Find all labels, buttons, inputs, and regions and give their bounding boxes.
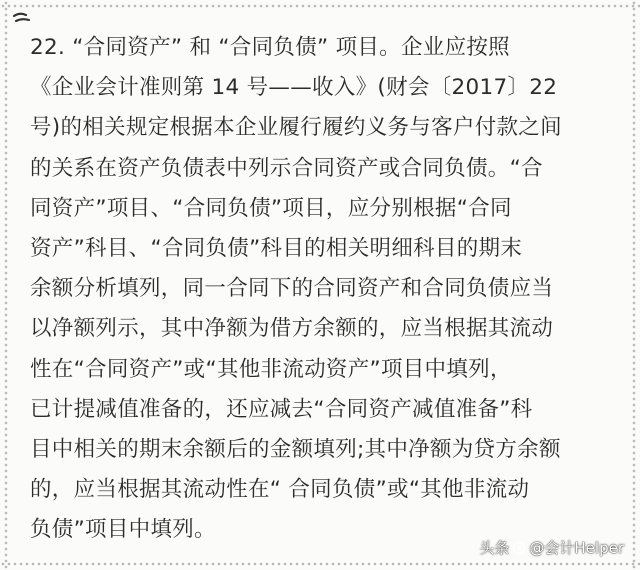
paragraph-line: 已计提减值准备的，还应减去“合同资产减值准备”科 [30,396,533,422]
paragraph-line: 目中相关的期末余额后的金额填列;其中净额为贷方余额 [30,436,561,462]
dotted-frame-right [628,0,640,570]
article-paragraph [30,28,618,550]
dotted-frame-left [0,0,12,570]
dotted-frame-bottom [0,558,640,570]
watermark-source: 头条 [479,539,510,557]
dotted-frame-top [0,0,640,12]
paragraph-line: 以净额列示，其中净额为借方余额的，应当根据其流动 [30,316,554,342]
paragraph-line: 同资产”项目、“合同负债”项目，应分别根据“合同 [30,195,512,221]
paragraph-line: 性在“合同资产”或“其他非流动资产”项目中填列， [30,356,512,382]
paragraph-line: 余额分析填列，同一合同下的合同资产和合同负债应当 [30,276,554,302]
corner-dash-icon [12,10,34,26]
paragraph-line: 22. “合同资产” 和 “合同负债” 项目。企业应按照 [30,35,510,60]
paragraph-line: 的关系在资产负债表中列示合同资产或合同负债。“合 [30,155,543,181]
paragraph-line: 号)的相关规定根据本企业履行履约义务与客户付款之间 [30,115,562,141]
toutiao-logo-icon [512,541,526,555]
paragraph-line: 的，应当根据其流动性在“ 合同负债”或“其他非流动 [30,477,530,503]
paragraph-line: 《企业会计准则第 14 号——收入》(财会〔2017〕22 [30,75,558,101]
watermark-account: @会计Helper [529,539,624,557]
paragraph-line: 资产”科目、“合同负债”科目的相关明细科目的期末 [30,235,523,261]
paragraph-line: 负债”项目中填列。 [30,517,216,543]
watermark [479,537,624,558]
